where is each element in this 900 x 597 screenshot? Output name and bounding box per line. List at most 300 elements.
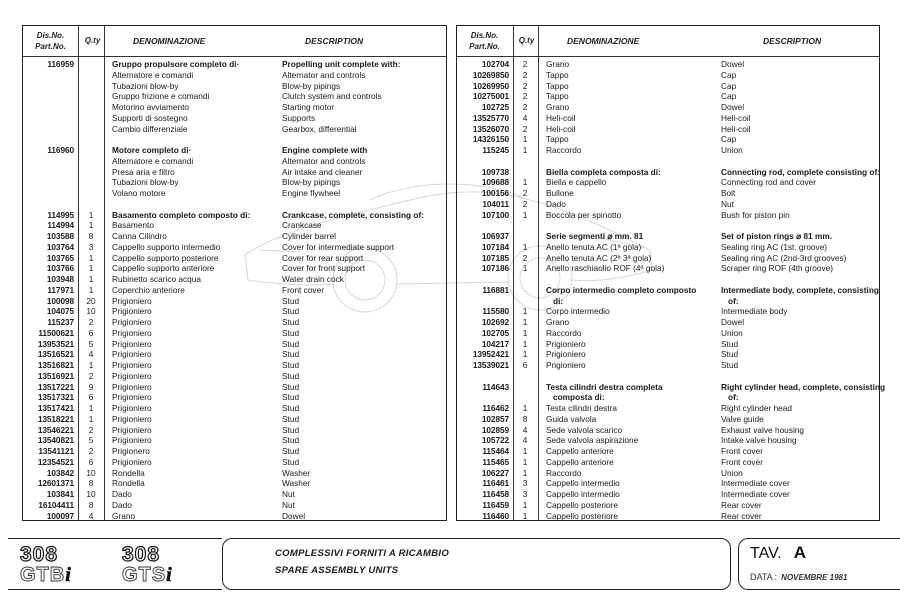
table-row (23, 500, 446, 511)
denominazione: Boccola per spinotto (546, 209, 622, 220)
denominazione: Grano (546, 317, 570, 327)
quantity: 1 (88, 284, 94, 295)
part-number: 107184 (481, 241, 509, 252)
quantity: 1 (522, 306, 528, 317)
denominazione: Presa aria e filtro (112, 166, 175, 177)
part-number: 13518221 (37, 413, 74, 424)
description: Blow-by pipings (282, 177, 341, 188)
row-spacer (457, 220, 879, 231)
description: Cover for rear support (282, 252, 364, 263)
table-row (23, 102, 446, 113)
description: Cylinder barrel (282, 231, 336, 241)
description: Dowel (721, 317, 745, 327)
quantity: 1 (88, 274, 94, 284)
part-number: 114643 (482, 381, 509, 392)
denominazione: Heli-coil (546, 123, 576, 134)
logo-model (20, 565, 72, 585)
logo-308-gtsi (122, 545, 173, 585)
denominazione: Cappello intermedio (546, 478, 620, 489)
parts-table-left (22, 25, 447, 521)
part-number: 115237 (47, 317, 74, 327)
part-number: 106937 (481, 231, 509, 241)
table-row (23, 360, 446, 371)
footer-rule-bottom (8, 589, 222, 590)
description: of: (728, 392, 739, 403)
table-row (457, 500, 879, 511)
description: Stud (282, 306, 300, 317)
table-row (23, 328, 446, 339)
table-row (457, 425, 879, 436)
description: Right cylinder head, complete, consisting (721, 381, 886, 392)
quantity: 2 (522, 91, 528, 102)
description: Crankcase (282, 220, 322, 231)
quantity: 1 (522, 177, 528, 188)
denominazione: Rubinetto scarico acqua (112, 274, 202, 284)
table-row (457, 199, 879, 210)
table-row (457, 296, 879, 307)
denominazione: Prigioniero (112, 456, 152, 467)
table-row (23, 489, 446, 500)
header-part-no-line1: Dis.No. (36, 31, 65, 40)
part-number: 13952421 (472, 349, 509, 360)
table-row (23, 468, 446, 479)
description: Union (721, 467, 743, 478)
description: Nut (282, 489, 295, 499)
description: Stud (282, 435, 300, 446)
description: Right cylinder head (721, 403, 793, 413)
quantity: 6 (522, 360, 528, 370)
table-row (23, 317, 446, 328)
table-row (457, 263, 879, 274)
quantity: 5 (88, 338, 94, 349)
part-number: 13540821 (37, 435, 74, 446)
denominazione: Cappello anteriore (546, 456, 614, 467)
description: Cover for intermediate support (282, 241, 395, 252)
description: Scraper ring ROF (4th groove) (721, 263, 834, 274)
denominazione: Biella completa composta di: (546, 166, 661, 177)
table-row (457, 403, 879, 414)
denominazione: Tappo (546, 134, 569, 145)
part-number: 115464 (482, 446, 509, 456)
description: Propelling unit complete with: (282, 59, 401, 69)
description: Stud (282, 360, 300, 370)
quantity: 1 (88, 209, 94, 220)
denominazione: Rondella (112, 467, 145, 478)
description: Heli-coil (721, 112, 751, 123)
denominazione: Prigioniero (112, 349, 152, 360)
table-row (457, 145, 879, 156)
description: Sealing ring AC (2nd-3rd grooves) (721, 252, 847, 263)
part-number: 102859 (481, 424, 509, 435)
table-row (457, 113, 879, 124)
part-number: 13516921 (37, 370, 74, 381)
quantity: 6 (88, 327, 94, 338)
row-spacer (457, 156, 879, 167)
table-row (457, 242, 879, 253)
quantity: 1 (522, 456, 528, 467)
part-number: 116959 (47, 59, 74, 69)
quantity: 2 (88, 424, 94, 435)
quantity: 1 (522, 317, 528, 327)
description: Starting motor (282, 102, 335, 112)
description: Alternator and controls (282, 69, 366, 80)
description: Gearbox, differential (282, 123, 357, 134)
part-number: 14326150 (472, 134, 509, 145)
quantity: 2 (522, 69, 528, 80)
description: Cap (721, 91, 737, 102)
table-row (23, 113, 446, 124)
quantity: 4 (88, 349, 94, 360)
part-number: 13526070 (472, 123, 509, 134)
header-part-no (23, 30, 78, 52)
table-row (23, 392, 446, 403)
denominazione: Prigioniero (546, 338, 586, 349)
quantity: 5 (88, 435, 94, 446)
denominazione: Gruppo frizione e comandi (112, 91, 210, 102)
description: Dowel (282, 510, 306, 521)
quantity: 1 (88, 220, 94, 231)
quantity: 1 (522, 241, 528, 252)
table-body (23, 59, 446, 521)
denominazione: Testa cilindri destra completa (546, 381, 663, 392)
description: Intermediate cover (721, 478, 790, 489)
part-number: 103841 (46, 489, 74, 499)
quantity: 2 (522, 198, 528, 209)
header-description: DESCRIPTION (305, 36, 364, 46)
quantity: 1 (522, 134, 528, 145)
description: Intermediate body (721, 306, 788, 317)
part-number: 104075 (46, 306, 74, 317)
table-row (457, 468, 879, 479)
table-row (457, 381, 886, 393)
denominazione: Corpo intermedio (546, 306, 610, 317)
denominazione: Motorino avviamento (112, 102, 190, 112)
table-row (23, 274, 446, 285)
part-number: 12354521 (37, 456, 74, 467)
table-row (457, 102, 879, 113)
part-number: 115580 (482, 306, 509, 317)
tav-label-text: TAV. (750, 545, 782, 562)
denominazione: Anello raschiaolio ROF (4ª gola) (546, 263, 665, 274)
table-row (23, 231, 446, 242)
table-row (457, 177, 879, 188)
part-number: 13516521 (37, 349, 74, 360)
logo-308-gtbi (20, 545, 72, 585)
part-number: 11500621 (38, 327, 74, 338)
denominazione: Alternatore e comandi (112, 155, 194, 166)
table-row (23, 371, 446, 382)
description: Washer (282, 478, 311, 489)
denominazione: Dado (112, 489, 132, 499)
table-row (23, 59, 446, 70)
denominazione: di: (553, 295, 564, 306)
part-number: 106227 (481, 467, 509, 478)
part-number: 105722 (481, 435, 509, 446)
table-row (23, 414, 446, 425)
quantity: 6 (88, 456, 94, 467)
quantity: 1 (522, 499, 528, 510)
denominazione: Cappello supporto intermedio (112, 241, 221, 252)
part-number: 116458 (482, 489, 509, 499)
denominazione: Sede valvola aspirazione (546, 435, 639, 446)
table-row (23, 253, 446, 264)
denominazione: Cambio differenziale (112, 123, 188, 134)
quantity: 1 (522, 467, 528, 478)
table-row (457, 253, 879, 264)
table-row (23, 425, 446, 436)
description: Stud (282, 424, 300, 435)
denominazione: Prigioniero (112, 403, 152, 413)
part-number: 102692 (481, 317, 509, 327)
description: Cap (721, 69, 737, 80)
part-number: 13546221 (37, 424, 74, 435)
description: Stud (282, 381, 300, 392)
quantity: 10 (86, 467, 96, 478)
denominazione: Raccordo (546, 467, 582, 478)
part-number: 115245 (482, 145, 509, 155)
description: Intermediate body, complete, consisting (721, 284, 879, 295)
logo-suffix: i (65, 564, 72, 586)
denominazione: Prigioniero (112, 317, 152, 327)
part-number: 13953521 (37, 338, 74, 349)
denominazione: Tappo (546, 91, 569, 102)
description: Washer (282, 467, 311, 478)
denominazione: Cappello posteriore (546, 510, 618, 521)
description: Sealing ring AC (1st. groove) (721, 241, 828, 252)
table-header (23, 26, 446, 57)
quantity: 10 (86, 489, 96, 499)
table-row (23, 296, 446, 307)
part-number: 100098 (46, 295, 74, 306)
quantity: 1 (522, 263, 528, 274)
header-part-no-line2: Part.No. (35, 42, 66, 51)
header-part-no (457, 30, 512, 52)
table-row (23, 511, 446, 522)
date-field (750, 572, 847, 582)
quantity: 4 (88, 510, 94, 521)
description: Connecting rod and cover (721, 177, 817, 188)
quantity: 1 (522, 403, 528, 413)
table-row (23, 382, 446, 393)
table-row (457, 306, 879, 317)
description: Crankcase, complete, consisting of: (282, 209, 425, 220)
tav-label (750, 543, 806, 563)
description: Nut (282, 499, 295, 510)
denominazione: Anello tenuta AC (2ª 3ª gola) (546, 252, 652, 263)
quantity: 1 (88, 403, 94, 413)
description: Supports (282, 112, 316, 123)
quantity: 8 (88, 499, 94, 510)
header-description: DESCRIPTION (763, 36, 822, 46)
description: Union (721, 145, 743, 155)
part-number: 117971 (47, 284, 74, 295)
table-row (457, 91, 879, 102)
table-row (457, 478, 879, 489)
denominazione: Canna Cilindro (112, 231, 167, 241)
part-number: 109738 (481, 166, 509, 177)
table-row (23, 242, 446, 253)
row-spacer (457, 274, 879, 285)
logo-model-text: GTB (20, 564, 66, 586)
title-italian: COMPLESSIVI FORNITI A RICAMBIO (275, 548, 450, 559)
table-row (457, 328, 879, 339)
table-row (457, 124, 879, 135)
table-row (23, 220, 446, 231)
quantity: 3 (88, 241, 94, 252)
denominazione: Tappo (546, 80, 569, 91)
denominazione: Anello tenuta AC (1ª gola) (546, 241, 642, 252)
denominazione: Grano (112, 510, 136, 521)
description: Dowel (721, 59, 745, 69)
denominazione: Prigioniero (112, 338, 152, 349)
quantity: 1 (88, 252, 94, 263)
description: Stud (282, 338, 300, 349)
header-qty: Q.ty (518, 36, 535, 45)
part-number: 116461 (482, 478, 509, 489)
denominazione: Guida valvola (546, 413, 597, 424)
title-english: SPARE ASSEMBLY UNITS (275, 565, 399, 576)
part-number: 103765 (46, 252, 74, 263)
denominazione: Prigioniero (112, 381, 152, 392)
part-number: 13517321 (37, 392, 74, 403)
table-row (23, 81, 446, 92)
part-number: 102705 (481, 327, 509, 338)
denominazione: Raccordo (546, 327, 582, 338)
denominazione: Testa cilindri destra (546, 403, 618, 413)
description: Blow-by pipings (282, 80, 341, 91)
quantity: 10 (86, 306, 96, 317)
part-number: 116960 (47, 145, 74, 155)
table-row (23, 457, 446, 468)
denominazione: Coperchio anteriore (112, 284, 185, 295)
description: Heli-coil (721, 123, 751, 134)
quantity: 2 (88, 370, 94, 381)
description: Valve guide (721, 413, 764, 424)
part-number: 103948 (46, 274, 74, 284)
description: Stud (282, 349, 300, 360)
table-row (23, 263, 446, 274)
denominazione: Prigioniero (112, 435, 152, 446)
quantity: 2 (88, 317, 94, 327)
quantity: 2 (522, 80, 528, 91)
tav-value: A (793, 543, 806, 562)
part-number: 103842 (46, 467, 74, 478)
description: Stud (282, 295, 300, 306)
table-row (23, 188, 446, 199)
denominazione: Motore completo di· (112, 145, 192, 155)
part-number: 116462 (482, 403, 509, 413)
quantity: 1 (88, 413, 94, 424)
denominazione: Prigioniero (112, 306, 152, 317)
tav-box (738, 538, 900, 590)
description: Dowel (721, 102, 745, 112)
part-number: 116460 (482, 510, 509, 521)
description: Engine flywheel (282, 188, 341, 198)
logo-model (122, 565, 173, 585)
part-number: 13517421 (37, 403, 74, 413)
quantity: 1 (522, 209, 528, 220)
denominazione: Basamento completo composto di: (112, 209, 251, 220)
description: Water drain cock (282, 274, 344, 284)
denominazione: Cappello anteriore (546, 446, 614, 456)
description: Stud (721, 360, 739, 370)
table-row (23, 403, 446, 414)
row-spacer (457, 371, 879, 382)
part-number: 102704 (481, 59, 509, 69)
table-row (23, 167, 446, 178)
description: Rear cover (721, 510, 762, 521)
denominazione: Tubazioni blow-by (112, 80, 179, 91)
table-row (23, 210, 446, 221)
quantity: 2 (522, 123, 528, 134)
part-number: 107185 (481, 252, 509, 263)
quantity: 2 (522, 59, 528, 69)
description: Exhaust valve housing (721, 424, 805, 435)
denominazione: Tubazioni blow-by (112, 177, 179, 188)
description: Front cover (721, 446, 763, 456)
description: Stud (282, 456, 300, 467)
description: Stud (282, 413, 300, 424)
denominazione: Corpo intermedio completo composto (546, 284, 697, 295)
denominazione: Prigionero (112, 446, 150, 456)
description: Set of piston rings ⌀ 81 mm. (721, 231, 833, 241)
quantity: 1 (88, 263, 94, 274)
description: of: (728, 295, 739, 306)
quantity: 1 (522, 338, 528, 349)
description: Front cover (282, 284, 324, 295)
part-number: 13516821 (37, 360, 74, 370)
part-number: 103766 (46, 263, 74, 274)
description: Bolt (721, 188, 736, 198)
logo-number: 308 (122, 543, 161, 566)
description: Intermediate cover (721, 489, 790, 499)
description: Stud (282, 327, 300, 338)
denominazione: Cappello supporto anteriore (112, 263, 215, 274)
table-row (457, 360, 879, 371)
denominazione: Cappello posteriore (546, 499, 618, 510)
denominazione: Prigioniero (112, 413, 152, 424)
table-row (457, 285, 879, 296)
denominazione: Cappello intermedio (546, 489, 620, 499)
description: Nut (721, 198, 734, 209)
quantity: 8 (88, 478, 94, 489)
table-row (23, 156, 446, 167)
part-number: 103764 (46, 241, 74, 252)
logo-model-text: GTS (122, 564, 167, 586)
part-number: 109688 (481, 177, 509, 188)
denominazione: Prigioniero (112, 360, 152, 370)
quantity: 4 (522, 112, 528, 123)
quantity: 2 (88, 446, 94, 456)
part-number: 13525770 (472, 112, 509, 123)
table-row (457, 511, 879, 522)
part-number: 10269950 (472, 80, 509, 91)
denominazione: Prigioniero (112, 392, 152, 403)
logo-number: 308 (20, 543, 59, 566)
denominazione: composta di: (553, 392, 605, 403)
table-row (457, 59, 879, 70)
table-row (23, 145, 446, 156)
description: Stud (282, 446, 300, 456)
header-denominazione: DENOMINAZIONE (133, 36, 206, 46)
part-number: 104011 (482, 198, 509, 209)
part-number: 115465 (482, 456, 509, 467)
part-number: 116881 (482, 284, 509, 295)
description: Connecting rod, complete consisting of: (721, 166, 881, 177)
part-number: 100156 (481, 188, 509, 198)
quantity: 20 (86, 295, 96, 306)
quantity: 4 (522, 424, 528, 435)
